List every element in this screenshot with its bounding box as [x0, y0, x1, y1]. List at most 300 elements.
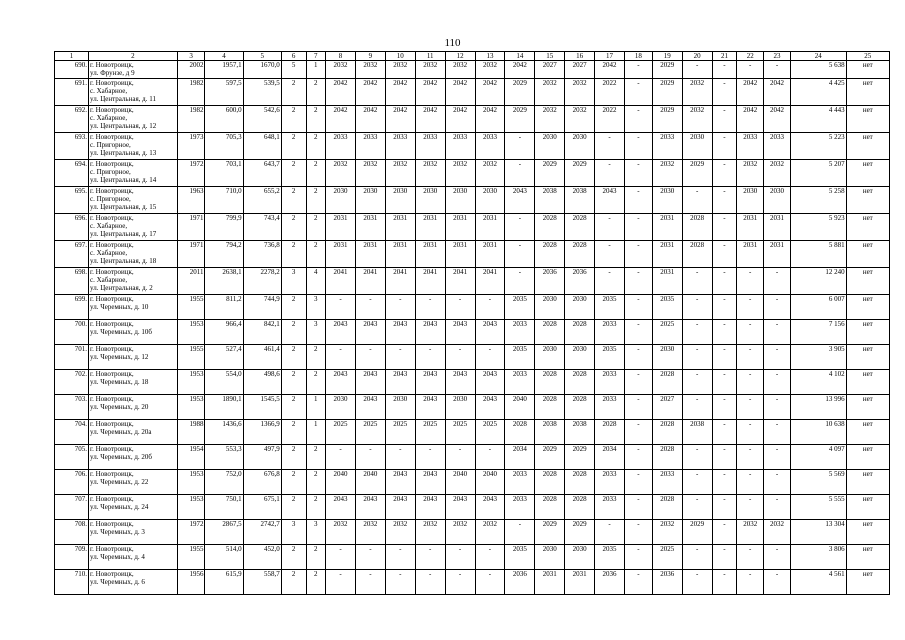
table-cell: - — [764, 495, 791, 520]
table-cell: - — [355, 295, 385, 320]
table-cell: - — [505, 160, 535, 187]
table-cell: - — [624, 295, 652, 320]
column-header: 9 — [355, 52, 385, 61]
table-cell: 2040 — [505, 395, 535, 420]
table-cell: - — [712, 370, 737, 395]
table-cell: 2042 — [415, 106, 445, 133]
table-cell: 842,1 — [243, 320, 281, 345]
table-cell: нет — [846, 345, 889, 370]
table-row — [55, 79, 890, 106]
table-cell: 2033 — [415, 133, 445, 160]
column-header: 6 — [281, 52, 306, 61]
table-cell: 2038 — [682, 420, 712, 445]
table-cell: 2029 — [652, 79, 682, 106]
table-cell: 2029 — [535, 520, 565, 545]
table-cell: 2028 — [652, 420, 682, 445]
table-cell: 2031 — [326, 241, 356, 268]
table-cell: 2028 — [652, 370, 682, 395]
table-cell: 2030 — [385, 395, 415, 420]
table-cell: 2 — [281, 445, 306, 470]
table-cell: 1973 — [177, 133, 205, 160]
table-cell: - — [712, 395, 737, 420]
table-cell: 2034 — [505, 445, 535, 470]
table-cell: 2031 — [565, 570, 595, 595]
table-cell: - — [712, 295, 737, 320]
table-cell: - — [737, 495, 764, 520]
table-cell: 2029 — [505, 106, 535, 133]
table-cell: - — [737, 370, 764, 395]
table-cell: 2 — [306, 106, 326, 133]
column-header: 7 — [306, 52, 326, 61]
column-header: 20 — [682, 52, 712, 61]
table-cell: 2030 — [682, 133, 712, 160]
table-cell: 710. — [55, 570, 89, 595]
table-cell: 498,6 — [243, 370, 281, 395]
column-header: 11 — [415, 52, 445, 61]
table-cell: 2 — [281, 214, 306, 241]
table-cell: - — [712, 268, 737, 295]
table-cell: - — [415, 345, 445, 370]
table-cell: 2032 — [535, 79, 565, 106]
table-cell: 597,5 — [205, 79, 243, 106]
table-cell: - — [737, 470, 764, 495]
table-cell: - — [682, 345, 712, 370]
table-cell: - — [764, 545, 791, 570]
table-cell: 2033 — [595, 495, 625, 520]
table-cell: 2042 — [385, 106, 415, 133]
table-cell: 2028 — [565, 320, 595, 345]
table-cell: 2032 — [682, 106, 712, 133]
address-cell: г. Новотроицк, ул. Черемных, д. 10б — [89, 320, 178, 345]
table-cell: 2 — [281, 160, 306, 187]
table-cell: нет — [846, 214, 889, 241]
table-cell: 600,0 — [205, 106, 243, 133]
table-cell: - — [764, 420, 791, 445]
table-cell: 2042 — [764, 79, 791, 106]
page-number: 110 — [444, 37, 461, 49]
table-cell: 514,0 — [205, 545, 243, 570]
table-cell: - — [505, 214, 535, 241]
table-cell: 2042 — [326, 79, 356, 106]
table-cell: 2028 — [595, 420, 625, 445]
table-cell: 2031 — [326, 214, 356, 241]
table-cell: 2029 — [505, 79, 535, 106]
table-cell: 2033 — [652, 470, 682, 495]
table-cell: 2 — [281, 133, 306, 160]
table-cell: 697. — [55, 241, 89, 268]
table-cell: 5 223 — [790, 133, 846, 160]
table-cell: 2033 — [445, 133, 475, 160]
table-cell: 2025 — [415, 420, 445, 445]
table-cell: 5 207 — [790, 160, 846, 187]
table-header-row — [55, 52, 890, 61]
table-cell: 2041 — [475, 268, 505, 295]
address-cell: г. Новотроицк, ул. Черемных, д. 10 — [89, 295, 178, 320]
table-cell: - — [624, 570, 652, 595]
address-cell: г. Новотроицк, ул. Черемных, д. 20 — [89, 395, 178, 420]
table-cell: 615,9 — [205, 570, 243, 595]
table-cell: 12 240 — [790, 268, 846, 295]
table-cell: 2031 — [475, 214, 505, 241]
table-cell: 3 — [306, 295, 326, 320]
table-cell: - — [475, 345, 505, 370]
table-cell: 2036 — [505, 570, 535, 595]
table-cell: 799,9 — [205, 214, 243, 241]
table-cell: - — [326, 445, 356, 470]
table-cell: 1436,6 — [205, 420, 243, 445]
table-cell: 4 425 — [790, 79, 846, 106]
table-cell: 2033 — [505, 495, 535, 520]
address-cell: г. Новотроицк, ул. Черемных, д. 22 — [89, 470, 178, 495]
table-cell: 527,4 — [205, 345, 243, 370]
table-row — [55, 445, 890, 470]
table-cell: - — [475, 570, 505, 595]
table-cell: - — [624, 133, 652, 160]
table-cell: - — [737, 545, 764, 570]
table-cell: 2032 — [415, 520, 445, 545]
table-cell: 2030 — [652, 187, 682, 214]
table-cell: 2043 — [326, 495, 356, 520]
table-cell: - — [355, 570, 385, 595]
table-cell: 648,1 — [243, 133, 281, 160]
table-cell: 2028 — [682, 214, 712, 241]
table-cell: 4 102 — [790, 370, 846, 395]
column-header: 17 — [595, 52, 625, 61]
table-cell: 2042 — [595, 61, 625, 79]
table-cell: 554,0 — [205, 370, 243, 395]
table-row — [55, 470, 890, 495]
table-cell: 2028 — [565, 370, 595, 395]
table-cell: 2032 — [355, 520, 385, 545]
table-row — [55, 520, 890, 545]
table-row — [55, 320, 890, 345]
table-cell: - — [737, 320, 764, 345]
column-header: 14 — [505, 52, 535, 61]
table-cell: 2038 — [535, 420, 565, 445]
table-cell: - — [326, 345, 356, 370]
table-cell: 1953 — [177, 320, 205, 345]
table-cell: 2036 — [535, 268, 565, 295]
table-cell: - — [385, 345, 415, 370]
table-cell: 2041 — [385, 268, 415, 295]
table-cell: нет — [846, 370, 889, 395]
table-cell: - — [624, 345, 652, 370]
table-cell: 10 638 — [790, 420, 846, 445]
table-cell: 710,0 — [205, 187, 243, 214]
table-cell: - — [737, 345, 764, 370]
table-cell: - — [712, 520, 737, 545]
table-cell: 2028 — [535, 395, 565, 420]
address-cell: г. Новотроицк, ул. Черемных, д. 4 — [89, 545, 178, 570]
table-cell: 1988 — [177, 420, 205, 445]
table-cell: 2031 — [764, 241, 791, 268]
table-cell: 2040 — [355, 470, 385, 495]
table-cell: - — [385, 570, 415, 595]
table-cell: 2030 — [764, 187, 791, 214]
address-cell: г. Новотроицк, с. Хабарное, ул. Центральная, д. 17 — [89, 214, 178, 241]
table-cell: 2032 — [565, 106, 595, 133]
table-cell: 4 561 — [790, 570, 846, 595]
table-cell: 2031 — [385, 241, 415, 268]
table-cell: 2032 — [764, 520, 791, 545]
table-cell: 2 — [306, 241, 326, 268]
table-cell: 2031 — [737, 241, 764, 268]
column-header: 2 — [89, 52, 178, 61]
table-cell: 2028 — [535, 495, 565, 520]
table-cell: 2035 — [652, 295, 682, 320]
table-cell: - — [624, 495, 652, 520]
table-cell: - — [355, 345, 385, 370]
table-cell: 5 — [281, 61, 306, 79]
table-cell: 2032 — [415, 61, 445, 79]
table-cell: - — [624, 545, 652, 570]
table-cell: 744,9 — [243, 295, 281, 320]
table-cell: 2 — [306, 445, 326, 470]
table-cell: - — [682, 61, 712, 79]
table-cell: нет — [846, 241, 889, 268]
table-cell: - — [712, 187, 737, 214]
table-cell: 2036 — [565, 268, 595, 295]
table-cell: 2033 — [652, 133, 682, 160]
table-cell: 2032 — [326, 160, 356, 187]
table-cell: 694. — [55, 160, 89, 187]
table-cell: 2030 — [535, 133, 565, 160]
table-cell: 2043 — [355, 370, 385, 395]
table-cell: нет — [846, 395, 889, 420]
table-cell: 2041 — [326, 268, 356, 295]
table-cell: 2 — [306, 495, 326, 520]
table-cell: нет — [846, 133, 889, 160]
table-cell: 2033 — [326, 133, 356, 160]
table-cell: 1982 — [177, 79, 205, 106]
table-cell: - — [326, 545, 356, 570]
table-cell: нет — [846, 545, 889, 570]
table-cell: - — [764, 445, 791, 470]
table-cell: 1971 — [177, 241, 205, 268]
column-header: 19 — [652, 52, 682, 61]
table-cell: 2 — [281, 295, 306, 320]
table-cell: 2 — [281, 370, 306, 395]
table-cell: 2033 — [595, 370, 625, 395]
table-cell: 2042 — [385, 79, 415, 106]
table-cell: 2035 — [595, 295, 625, 320]
table-cell: - — [445, 345, 475, 370]
address-cell: г. Новотроицк, с. Хабарное, ул. Центральная, д. 2 — [89, 268, 178, 295]
table-cell: - — [445, 445, 475, 470]
table-cell: - — [624, 320, 652, 345]
table-cell: 542,6 — [243, 106, 281, 133]
address-cell: г. Новотроицк, ул. Черемных, д. 24 — [89, 495, 178, 520]
table-cell: 2 — [281, 320, 306, 345]
table-cell: - — [445, 570, 475, 595]
table-cell: 2043 — [415, 470, 445, 495]
table-cell: 2032 — [445, 520, 475, 545]
table-cell: - — [505, 241, 535, 268]
table-cell: - — [737, 268, 764, 295]
table-cell: 3 905 — [790, 345, 846, 370]
table-cell: 2032 — [445, 61, 475, 79]
table-cell: нет — [846, 295, 889, 320]
table-cell: 2042 — [445, 79, 475, 106]
table-cell: 2 — [281, 470, 306, 495]
table-cell: - — [624, 370, 652, 395]
column-header: 3 — [177, 52, 205, 61]
table-cell: 2043 — [415, 320, 445, 345]
table-cell: нет — [846, 445, 889, 470]
table-cell: 1972 — [177, 520, 205, 545]
table-cell: 497,9 — [243, 445, 281, 470]
table-cell: 1955 — [177, 345, 205, 370]
table-cell: - — [624, 241, 652, 268]
table-cell: 2030 — [326, 187, 356, 214]
column-header: 18 — [624, 52, 652, 61]
table-cell: - — [505, 133, 535, 160]
column-header: 13 — [475, 52, 505, 61]
table-cell: - — [595, 241, 625, 268]
table-cell: 2042 — [475, 79, 505, 106]
table-cell: - — [737, 395, 764, 420]
table-cell: 2042 — [505, 61, 535, 79]
table-cell: 2042 — [326, 106, 356, 133]
table-row — [55, 61, 890, 79]
table-cell: - — [682, 445, 712, 470]
address-cell: г. Новотроицк, с. Хабарное, ул. Центральная, д. 12 — [89, 106, 178, 133]
table-cell: 2 — [281, 570, 306, 595]
table-cell: 2031 — [652, 214, 682, 241]
table-cell: 709. — [55, 545, 89, 570]
table-cell: 1953 — [177, 495, 205, 520]
table-cell: 743,4 — [243, 214, 281, 241]
table-cell: нет — [846, 520, 889, 545]
table-cell: 2032 — [737, 160, 764, 187]
table-cell: 2032 — [415, 160, 445, 187]
address-cell: г. Новотроицк, ул. Черемных, д. 6 — [89, 570, 178, 595]
table-cell: 2032 — [535, 106, 565, 133]
table-cell: 2030 — [535, 295, 565, 320]
table-cell: - — [682, 370, 712, 395]
table-cell: 1955 — [177, 545, 205, 570]
table-cell: 2042 — [445, 106, 475, 133]
table-cell: 2032 — [385, 160, 415, 187]
table-cell: 1 — [306, 61, 326, 79]
table-cell: - — [595, 160, 625, 187]
table-cell: 2043 — [475, 395, 505, 420]
table-cell: 2 — [281, 187, 306, 214]
table-cell: 2042 — [475, 106, 505, 133]
table-cell: 4 — [306, 268, 326, 295]
table-cell: 2033 — [385, 133, 415, 160]
table-row — [55, 495, 890, 520]
address-cell: г. Новотроицк, ул. Черемных, д. 20б — [89, 445, 178, 470]
table-cell: 2032 — [475, 61, 505, 79]
table-cell: 2028 — [565, 470, 595, 495]
table-cell: 2030 — [355, 187, 385, 214]
table-cell: 2028 — [652, 495, 682, 520]
table-cell: - — [682, 395, 712, 420]
column-header: 24 — [790, 52, 846, 61]
table-cell: 2031 — [415, 214, 445, 241]
table-cell: 2033 — [764, 133, 791, 160]
table-cell: 2043 — [355, 495, 385, 520]
table-cell: 1972 — [177, 160, 205, 187]
table-cell: 2032 — [355, 61, 385, 79]
table-cell: 2033 — [595, 470, 625, 495]
table-cell: - — [712, 214, 737, 241]
table-cell: - — [712, 570, 737, 595]
table-cell: 2028 — [535, 470, 565, 495]
table-cell: 2027 — [652, 395, 682, 420]
table-row — [55, 241, 890, 268]
table-cell: 2 — [306, 133, 326, 160]
table-cell: 2025 — [355, 420, 385, 445]
table-cell: - — [712, 79, 737, 106]
table-cell: 2029 — [565, 160, 595, 187]
table-cell: 3 — [281, 268, 306, 295]
table-cell: 2040 — [475, 470, 505, 495]
table-cell: - — [712, 320, 737, 345]
address-cell: г. Новотроицк, с. Пригорное, ул. Центральная, д. 13 — [89, 133, 178, 160]
table-cell: 2031 — [652, 241, 682, 268]
table-cell: 2028 — [535, 241, 565, 268]
table-cell: 2028 — [565, 214, 595, 241]
table-cell: нет — [846, 79, 889, 106]
table-cell: 2042 — [764, 106, 791, 133]
table-cell: нет — [846, 495, 889, 520]
table-cell: 701. — [55, 345, 89, 370]
table-cell: - — [682, 187, 712, 214]
address-cell: г. Новотроицк, с. Хабарное, ул. Центральная, д. 18 — [89, 241, 178, 268]
table-cell: - — [737, 570, 764, 595]
table-row — [55, 420, 890, 445]
table-row — [55, 160, 890, 187]
table-cell: 2028 — [535, 214, 565, 241]
table-cell: - — [595, 268, 625, 295]
table-cell: 2031 — [652, 268, 682, 295]
table-cell: 2278,2 — [243, 268, 281, 295]
table-cell: 2029 — [535, 445, 565, 470]
table-cell: 2035 — [505, 295, 535, 320]
column-header: 25 — [846, 52, 889, 61]
table-cell: 705,3 — [205, 133, 243, 160]
table-cell: 2030 — [445, 187, 475, 214]
table-cell: 4 097 — [790, 445, 846, 470]
table-cell: 2033 — [595, 320, 625, 345]
table-cell: 2043 — [415, 495, 445, 520]
table-cell: 1 — [306, 420, 326, 445]
table-cell: 2 — [281, 241, 306, 268]
table-cell: 2042 — [355, 106, 385, 133]
table-cell: 4 443 — [790, 106, 846, 133]
table-cell: 6 007 — [790, 295, 846, 320]
table-cell: 2043 — [385, 370, 415, 395]
table-cell: 2030 — [535, 345, 565, 370]
table-cell: 1957,1 — [205, 61, 243, 79]
table-cell: 2033 — [355, 133, 385, 160]
table-cell: 2043 — [505, 187, 535, 214]
column-header: 15 — [535, 52, 565, 61]
address-cell: г. Новотроицк, ул. Черемных, д. 18 — [89, 370, 178, 395]
table-cell: - — [475, 295, 505, 320]
address-cell: г. Новотроицк, с. Хабарное, ул. Центральная, д. 11 — [89, 79, 178, 106]
table-cell: 655,2 — [243, 187, 281, 214]
table-cell: 2030 — [565, 295, 595, 320]
table-cell: 2 — [306, 570, 326, 595]
table-cell: 2031 — [445, 214, 475, 241]
table-cell: - — [624, 445, 652, 470]
table-cell: 13 304 — [790, 520, 846, 545]
table-cell: 2028 — [535, 370, 565, 395]
table-cell: 1890,1 — [205, 395, 243, 420]
